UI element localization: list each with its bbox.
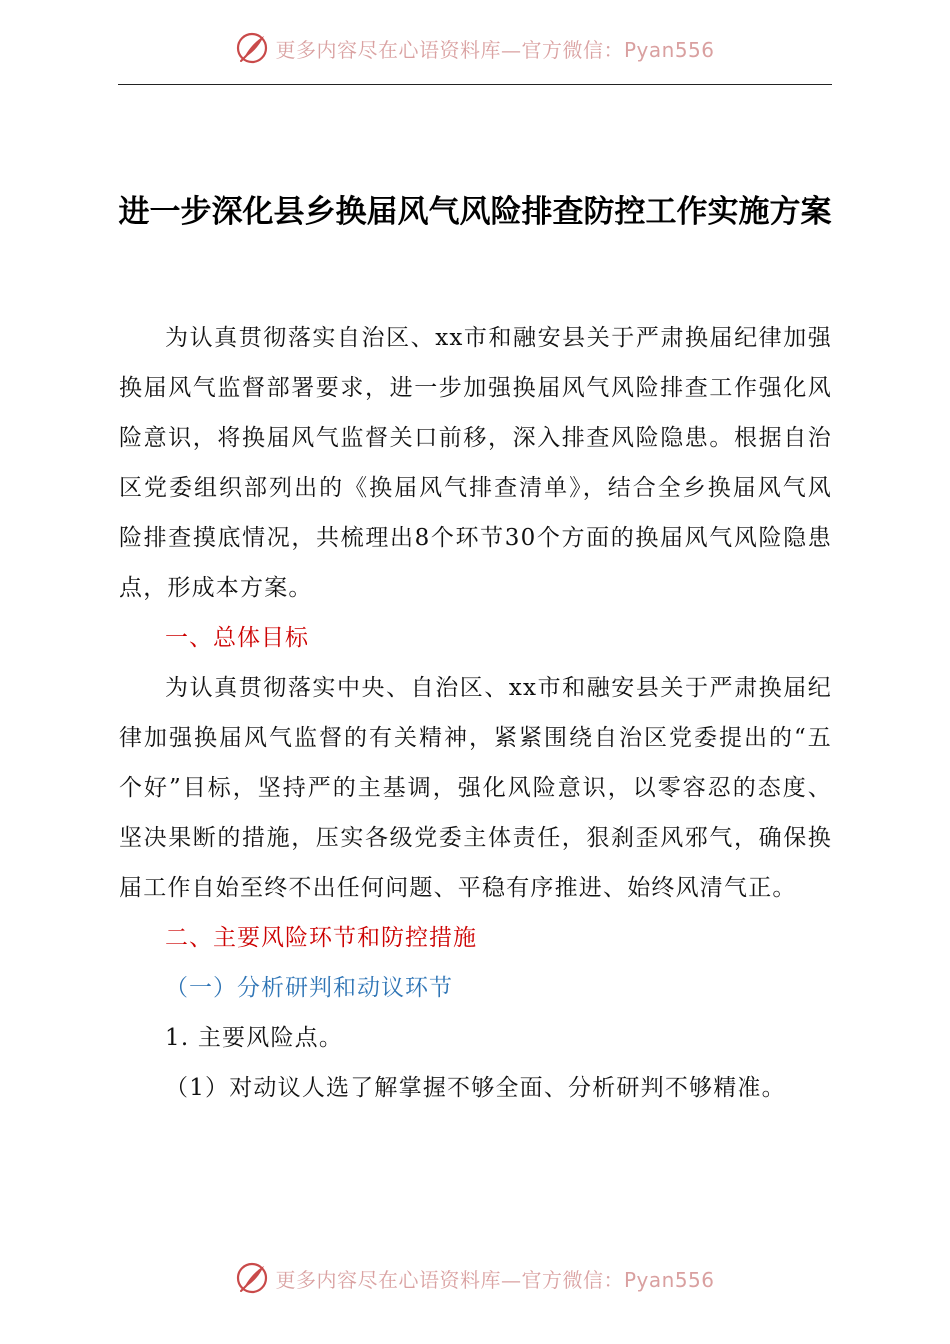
header-wechat-id: Pyan556 (623, 37, 715, 62)
header-banner-text: 更多内容尽在心语资料库—官方微信： (275, 37, 624, 62)
document-body (119, 313, 832, 1113)
intro-paragraph: 为认真贯彻落实自治区、xx市和融安县关于严肃换届纪律加强换届风气监督部署要求，进一步加强换届风气风险排查工作强化风险意识，将换届风气监督关口前移，深入排查风险隐患。根据自治区党委组织部列出的《换届风气排查清单》，结合全乡换届风气风险排查摸底情况，共梳理出8个环节30个方面的换届风气风险隐患点，形成本方案。 (119, 325, 832, 601)
quill-logo-icon (235, 1261, 269, 1295)
header-divider (118, 84, 832, 85)
section-heading-overall-goal: 一、总体目标 (165, 625, 309, 651)
section-heading-risk-links: 二、主要风险环节和防控措施 (165, 925, 477, 951)
footer-banner (0, 1256, 950, 1300)
header-banner (0, 26, 950, 70)
overall-goal-paragraph: 为认真贯彻落实中央、自治区、xx市和融安县关于严肃换届纪律加强换届风气监督的有关精神，紧紧围绕自治区党委提出的“五个好”目标，坚持严的主基调，强化风险意识，以零容忍的态度、坚决果断的措施，压实各级党委主体责任，狠刹歪风邪气，确保换届工作自始至终不出任何问题、平稳有序推进、始终风清气正。 (119, 675, 832, 901)
subsection-heading-analysis: （一）分析研判和动议环节 (165, 975, 453, 1001)
footer-banner-text: 更多内容尽在心语资料库—官方微信： (275, 1267, 624, 1292)
list-item-risk-point-1: （1）对动议人选了解掌握不够全面、分析研判不够精准。 (165, 1075, 786, 1101)
document-title: 进一步深化县乡换届风气风险排查防控工作实施方案 (118, 194, 832, 230)
footer-wechat-id: Pyan556 (623, 1267, 715, 1292)
list-item-main-risk-points: 1. 主要风险点。 (165, 1025, 344, 1051)
quill-logo-icon (235, 31, 269, 65)
